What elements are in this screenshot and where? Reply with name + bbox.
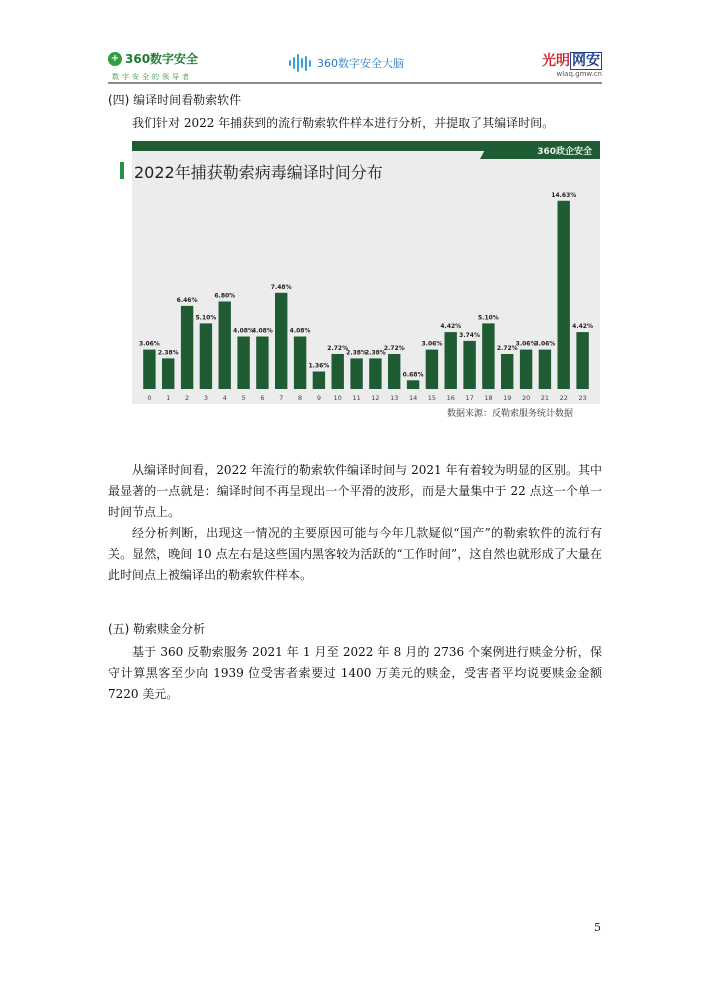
mid-logo-text: 360数字安全大脑 [317,57,404,70]
gmw-logo-text-b: 网安 [572,53,600,69]
chart-title-marker [120,162,124,179]
x-tick-label-10: 10 [333,394,342,402]
bar-hour-17 [463,341,475,389]
x-tick-label-20: 20 [521,394,531,402]
x-tick-label-19: 19 [503,394,512,402]
page-header [108,44,602,84]
chart-badge: 360政企安全 [537,147,592,157]
gmw-logo-text-a: 光明 [542,53,570,69]
paragraph-ransom: 基于 360 反勒索服务 2021 年 1 月至 2022 年 8 月的 2736 个案例进行赎金分析，保守计算黑客至少向 1939 位受害者索要过 1400 万美元的赎金，受害者平均说要赎金金额 7220 美元。 [108,645,602,701]
bar-hour-10 [332,354,344,389]
bar-hour-21 [539,350,551,389]
data-label-hour-19: 2.72% [496,345,518,352]
data-label-hour-11: 2.38% [346,349,368,357]
data-label-hour-1: 2.38% [157,349,179,357]
x-tick-label-1: 1 [166,394,171,402]
x-tick-label-22: 22 [559,394,568,402]
data-label-hour-4: 6.80% [214,292,236,300]
bar-hour-19 [501,354,513,389]
page-number: 5 [594,921,601,934]
soundwave-icon [289,54,311,72]
bar-hour-4 [219,302,231,390]
x-tick-label-15: 15 [427,394,437,402]
data-label-hour-2: 6.46% [176,296,198,304]
data-label-hour-8: 4.08% [289,327,311,335]
chart-title: 2022年捕获勒索病毒编译时间分布 [134,163,383,182]
gmw-logo-url: wlaq.gmw.cn [556,70,602,78]
bar-hour-14 [407,380,419,389]
bar-hour-15 [426,350,438,389]
bar-hour-7 [275,293,287,389]
data-label-hour-12: 2.38% [364,349,386,357]
bar-hour-11 [350,358,362,389]
paragraph-2: 经分析判断，出现这一情况的主要原因可能与今年几款疑似“国产”的勒索软件的流行有关。显然，晚间 10 点左右是这些国内黑客较为活跃的“工作时间”，这自然也就形成了大量在此时间点上被编译出的勒索软件样本。 [108,526,602,582]
x-tick-label-13: 13 [390,394,399,402]
data-label-hour-16: 4.42% [440,323,462,331]
data-label-hour-15: 3.06% [421,340,443,348]
section-heading-5: (五) 勒索赎金分析 [108,622,206,636]
bar-hour-5 [237,337,249,390]
x-tick-label-3: 3 [203,394,208,402]
x-tick-label-5: 5 [241,394,246,402]
section-intro: 我们针对 2022 年捕获到的流行勒索软件样本进行分析，并提取了其编译时间。 [132,116,555,130]
bar-hour-22 [558,201,570,389]
data-label-hour-10: 2.72% [327,345,349,352]
left-logo-text: 360数字安全 [125,52,199,66]
x-tick-label-2: 2 [185,394,190,402]
data-label-hour-0: 3.06% [138,340,160,348]
gmw-logo [542,50,602,78]
bar-hour-3 [200,323,212,389]
x-tick-label-8: 8 [298,394,303,402]
bar-hour-6 [256,337,268,390]
paragraph-1: 从编译时间看，2022 年流行的勒索软件编译时间与 2021 年有着较为明显的区别。其中最显著的一点就是：编译时间不再呈现出一个平滑的波形，而是大量集中于 22 点这一个单一时间节点上。 [108,463,602,519]
chart-source: 数据来源：反勒索服务统计数据 [447,409,574,419]
bar-hour-2 [181,306,193,389]
data-label-hour-5: 4.08% [233,327,255,335]
plus-logo-icon: + [108,52,122,66]
data-label-hour-7: 7.48% [270,283,292,291]
x-tick-label-0: 0 [147,394,152,402]
bar-hour-1 [162,358,174,389]
header-divider [108,82,602,84]
section-heading: (四) 编译时间看勒索软件 [108,93,242,107]
data-label-hour-14: 0.68% [402,371,424,379]
x-tick-label-21: 21 [540,394,550,402]
x-tick-label-18: 18 [484,394,493,402]
x-tick-label-14: 14 [408,394,418,402]
x-tick-label-4: 4 [222,394,227,402]
bar-hour-16 [445,332,457,389]
data-label-hour-20: 3.06% [515,340,537,348]
data-label-hour-18: 5.10% [477,314,499,322]
data-label-hour-3: 5.10% [195,314,217,322]
bar-hour-18 [482,323,494,389]
data-label-hour-6: 4.08% [251,327,273,335]
x-tick-label-9: 9 [316,394,321,402]
data-label-hour-9: 1.36% [308,362,330,370]
data-label-hour-17: 3.74% [459,331,481,339]
bar-hour-20 [520,350,532,389]
bar-hour-9 [313,372,325,390]
bar-hour-23 [576,332,588,389]
bar-hour-8 [294,337,306,390]
bar-hour-13 [388,354,400,389]
data-label-hour-22: 14.63% [551,191,577,199]
bar-hour-0 [143,350,155,389]
data-label-hour-23: 4.42% [572,323,594,331]
x-tick-label-11: 11 [352,394,361,402]
x-tick-label-6: 6 [260,394,265,402]
x-tick-label-7: 7 [279,394,284,402]
360-security-logo [108,50,198,67]
360-brain-logo [289,54,404,72]
data-label-hour-21: 3.06% [534,340,556,348]
x-tick-label-12: 12 [371,394,380,402]
bar-hour-12 [369,358,381,389]
x-tick-label-17: 17 [465,394,474,402]
x-tick-label-23: 23 [578,394,587,402]
x-tick-label-16: 16 [446,394,455,402]
data-label-hour-13: 2.72% [383,345,405,352]
left-logo-slogan: 数字安全的领导者 [112,73,192,81]
